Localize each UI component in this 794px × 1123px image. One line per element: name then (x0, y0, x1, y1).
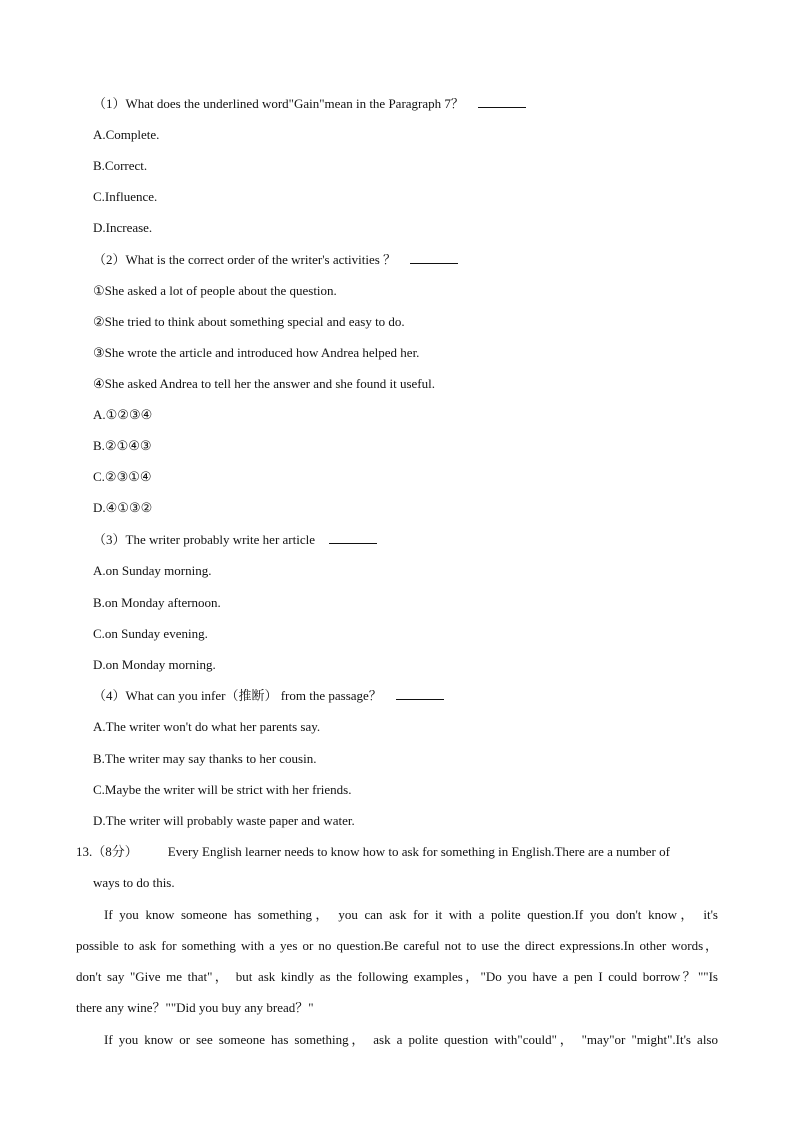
option: B.②①④③ (93, 438, 152, 453)
question-2 (93, 252, 458, 268)
option: A.on Sunday morning. (93, 563, 212, 578)
option: B.The writer may say thanks to her cousin. (93, 751, 317, 766)
answer-blank (329, 532, 377, 544)
option: A.Complete. (93, 127, 160, 142)
option: C.on Sunday evening. (93, 626, 208, 641)
option: B.on Monday afternoon. (93, 595, 221, 610)
question-3-prompt: （3）The writer probably write her article (93, 532, 315, 547)
option: C.Influence. (93, 189, 158, 204)
question-13-header-line (76, 844, 670, 860)
option: C.Maybe the writer will be strict with her friends. (93, 782, 352, 797)
question-13-intro: Every English learner needs to know how to ask for something in English.There are a number of (167, 844, 670, 859)
paragraph-1-line: possible to ask for something with a yes or no question.Be careful not to use the direct expressions.In other words， (76, 938, 718, 953)
question-13-number: 13.（8分） (76, 844, 138, 859)
question-1-prompt: （1）What does the underlined word"Gain"mean in the Paragraph 7？ (93, 96, 464, 111)
option: D.on Monday morning. (93, 657, 216, 672)
option: D.④①③② (93, 500, 153, 515)
answer-blank (396, 688, 444, 700)
question-4-prompt: （4）What can you infer（推断） from the passage？ (93, 688, 382, 703)
statement: ③She wrote the article and introduced how Andrea helped her. (93, 345, 420, 360)
question-13-intro-continued: ways to do this. (93, 875, 175, 890)
option: D.Increase. (93, 220, 153, 235)
option: A.①②③④ (93, 407, 153, 422)
answer-blank (478, 96, 526, 108)
paragraph-2-line: If you know or see someone has something， ask a polite question with"could"， "may"or "might".It's also (104, 1032, 718, 1047)
paragraph-1-line: don't say "Give me that"， but ask kindly as the following examples，"Do you have a pen I could borrow？""Is (76, 969, 718, 984)
option: A.The writer won't do what her parents say. (93, 719, 321, 734)
paragraph-1-line: there any wine？""Did you buy any bread？" (76, 1000, 314, 1015)
option: D.The writer will probably waste paper and water. (93, 813, 355, 828)
paragraph-1-line: If you know someone has something， you can ask for it with a polite question.If you don't know， it's (104, 907, 718, 922)
answer-blank (410, 252, 458, 264)
question-2-prompt: （2）What is the correct order of the writer's activities ？ (93, 252, 397, 267)
statement: ④She asked Andrea to tell her the answer and she found it useful. (93, 376, 435, 391)
option: B.Correct. (93, 158, 148, 173)
statement: ②She tried to think about something special and easy to do. (93, 314, 405, 329)
question-3 (93, 532, 377, 548)
question-1 (93, 96, 526, 112)
question-4 (93, 688, 444, 704)
option: C.②③①④ (93, 469, 152, 484)
statement: ①She asked a lot of people about the question. (93, 283, 337, 298)
